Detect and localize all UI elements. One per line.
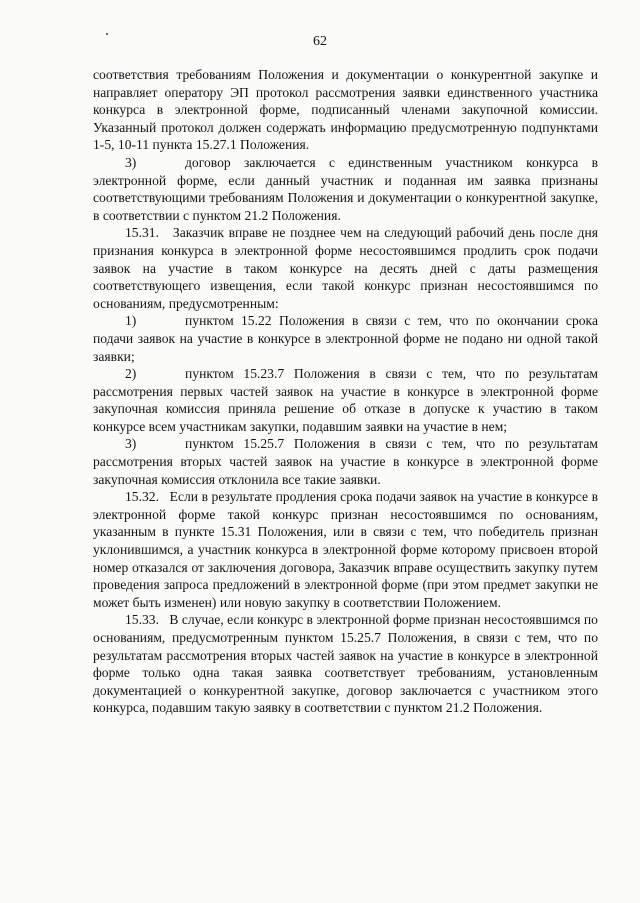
paragraph-text: пунктом 15.25.7 Положения в связи с тем, что по результатам рассмотрения вторых частей заявок на участие в конкурсе в электронной форме закупочная комиссия отклонила все такие заявки. — [93, 436, 598, 487]
list-item-3b — [93, 435, 598, 488]
clause-15-31 — [93, 224, 598, 312]
paragraph-text: договор заключается с единственным участником конкурса в электронной форме, если данный участник и поданная им заявка признаны соответствующими требованиям Положения и документации о конкурентной закупке, в соответствии с пунктом 21.2 Положения. — [93, 154, 598, 223]
paragraph-text: Заказчик вправе не позднее чем на следующий рабочий день после дня признания конкурса в электронной форме несостоявшимся продлить срок подачи заявок на участие в таком конкурсе на десять дней с даты размещения соответствующего извещения, если такой конкурс признан несостоявшимся по основаниям, предусмотренным: — [93, 225, 598, 311]
list-marker: 1) — [125, 313, 137, 329]
paragraph-text: пунктом 15.23.7 Положения в связи с тем, что по результатам рассмотрения первых частей заявок на участие в конкурсе в электронной форме закупочная комиссия приняла решение об отказе в допуске к участию в таком конкурсе всем участникам закупки, подавшим заявки на участие в нем; — [93, 366, 598, 434]
list-item-3 — [93, 154, 598, 224]
document-body — [93, 66, 598, 717]
list-marker: 3) — [125, 154, 137, 170]
list-item-2 — [93, 365, 598, 435]
paragraph-continuation — [93, 66, 598, 154]
list-marker: 3) — [125, 436, 137, 452]
paragraph-text: соответствия требованиям Положения и документации о конкурентной закупке и направляет оператору ЭП протокол рассмотрения заявки единственного участника конкурса в электронной форме, подписанный членами закупочной комиссии. Указанный протокол должен содержать информацию предусмотренную подпунктами 1-5, 10-11 пункта 15.27.1 Положения. — [93, 67, 598, 153]
clause-15-33 — [93, 611, 598, 717]
paragraph-text: В случае, если конкурс в электронной форме признан несостоявшимся по основаниям, предусмотренным пунктом 15.25.7 Положения, в связи с тем, что по результатам рассмотрения вторых частей заявок на участие в конкурсе в электронной форме только одна такая заявка соответствует требованиям, установленным документацией о конкурентной закупке, договор заключается с участником этого конкурса, подавшим такую заявку в соответствии с пунктом 21.2 Положения. — [93, 612, 598, 716]
clause-15-32 — [93, 488, 598, 611]
page-number: 62 — [313, 34, 327, 49]
clause-number: 15.32. — [125, 489, 159, 505]
clause-number: 15.33. — [125, 612, 159, 628]
list-item-1 — [93, 312, 598, 365]
list-marker: 2) — [125, 366, 137, 382]
paragraph-text: пунктом 15.22 Положения в связи с тем, что по окончании срока подачи заявок на участие в конкурсе в электронной форме не подано ни одной такой заявки; — [93, 313, 598, 364]
paragraph-text: Если в результате продления срока подачи заявок на участие в конкурсе в электронной форме такой конкурс признан несостоявшимся по основаниям, указанным в пункте 15.31 Положения, или в связи с тем, что победитель признан уклонившимся, а участник конкурса в электронной форме которому присвоен второй номер отказался от заключения договора, Заказчик вправе осуществить закупку путем проведения запроса предложений в электронной форме (при этом предмет закупки не может быть изменен) или новую закупку в соответствии Положением. — [93, 489, 598, 610]
clause-number: 15.31. — [125, 225, 159, 241]
